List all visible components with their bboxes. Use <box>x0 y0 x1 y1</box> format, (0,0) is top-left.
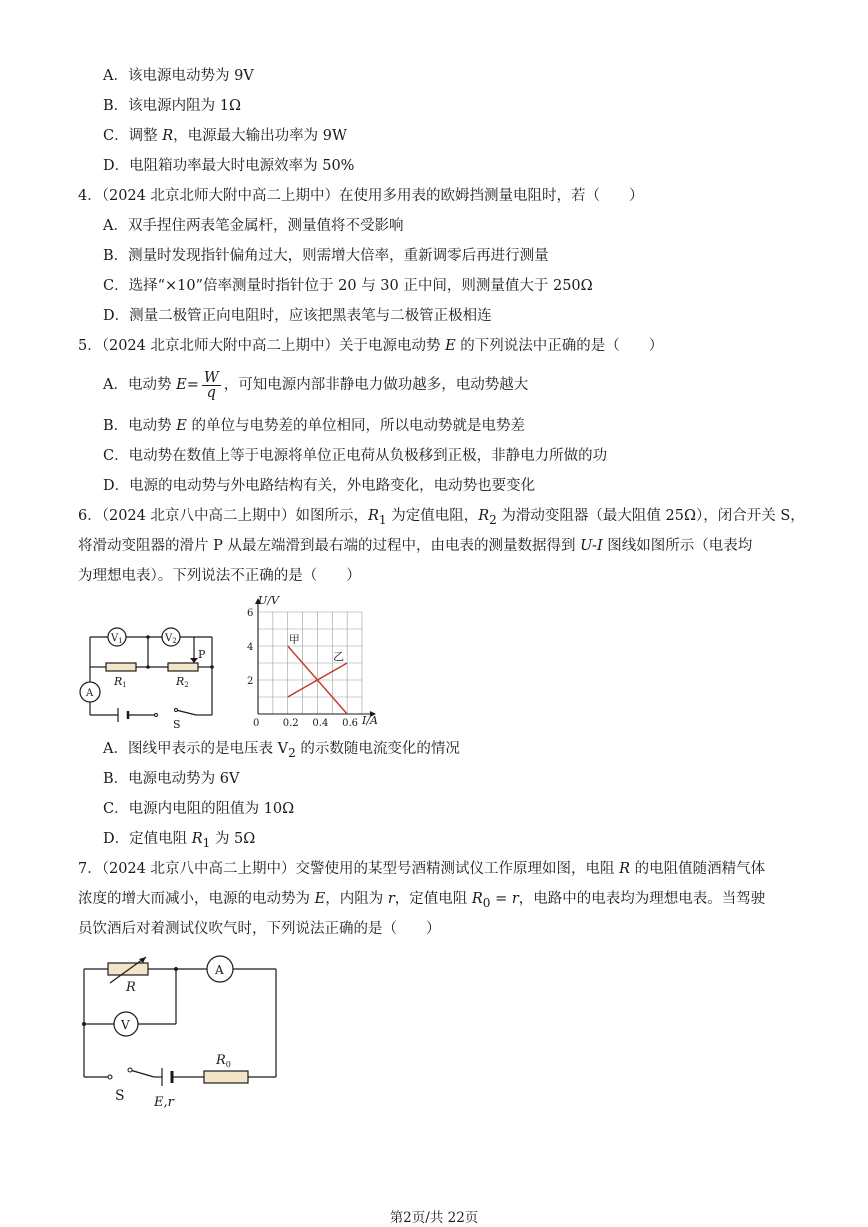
q7-ammeter-label: A <box>215 963 224 977</box>
q6-option-d: D．定值电阻 $R_1$ 为 5Ω <box>103 831 256 850</box>
q4-stem: 4．（2024 北京北师大附中高二上期中）在使用多用表的欧姆挡测量电阻时，若（ ） <box>78 188 644 204</box>
q7-source-label: E,r <box>154 1095 174 1110</box>
q4-option-b: B．测量时发现指针偏角过大，则需增大倍率，重新调零后再进行测量 <box>103 248 549 264</box>
q7-stem-line3: 员饮酒后对着测试仪吹气时，下列说法正确的是（ ） <box>78 921 441 937</box>
x-tick-label: 0.4 <box>312 718 329 729</box>
slider-p-label: P <box>198 648 206 661</box>
q6-option-c: C．电源内电阻的阻值为 10Ω <box>103 801 295 817</box>
r1-label: R1 <box>114 675 127 689</box>
formula-fraction: $\frac{W}{q}$ <box>203 369 219 401</box>
x-axis-label: I/A <box>362 714 378 727</box>
page-footer: 第2页/共 22页 <box>389 1210 479 1226</box>
line-yi-label: 乙 <box>333 650 345 663</box>
q5-stem: 5．（2024 北京北师大附中高二上期中）关于电源电动势 E 的下列说法中正确的是（ ） <box>78 338 664 354</box>
q6-stem-line2: 将滑动变阻器的滑片 P 从最左端滑到最右端的过程中，由电表的测量数据得到 U-I 图线如图所示（电表均 <box>78 538 753 554</box>
x-tick-label: 0 <box>253 718 260 729</box>
q3-option-d: D．电阻箱功率最大时电源效率为 50% <box>103 158 355 174</box>
q6-circuit-diagram <box>76 620 226 730</box>
q7-r0-label: $R_0$ <box>216 1053 231 1069</box>
x-tick-label: 0.6 <box>342 718 359 729</box>
x-tick-label: 0.2 <box>282 718 299 729</box>
ammeter-label: A <box>86 688 94 699</box>
q5-option-b: B．电动势 E 的单位与电势差的单位相同，所以电动势就是电势差 <box>103 418 525 434</box>
q6-ui-graph <box>238 594 388 734</box>
q7-stem-line1: 7．（2024 北京八中高二上期中）交警使用的某型号酒精测试仪工作原理如图，电阻 R 的电阻值随酒精气体 <box>78 861 766 877</box>
q7-circuit-diagram <box>70 952 290 1112</box>
y-tick-label: 2 <box>247 676 254 687</box>
q4-option-d: D．测量二极管正向电阻时，应该把黑表笔与二极管正极相连 <box>103 308 492 324</box>
q3-option-a: A．该电源电动势为 9V <box>103 68 254 84</box>
voltmeter-v2-label: $V_2$ <box>165 633 177 645</box>
y-tick-label: 4 <box>247 642 254 653</box>
q3-option-b: B．该电源内阻为 1Ω <box>103 98 242 114</box>
q6-option-a: A．图线甲表示的是电压表 $V_2$ 的示数随电流变化的情况 <box>103 741 460 760</box>
q6-stem-line3: 为理想电表）。下列说法不正确的是（ ） <box>78 568 361 584</box>
q6-stem-line1: 6．（2024 北京八中高二上期中）如图所示，$R_1$ 为定值电阻，$R_2$ 为滑动变阻器（最大阻值 25Ω），闭合开关 S， <box>78 508 805 527</box>
line-jia-label: 甲 <box>288 633 300 646</box>
q7-r-label: R <box>126 980 136 995</box>
q7-stem-line2: 浓度的增大而减小，电源的电动势为 E，内阻为 r，定值电阻 $R_0 = r$，电路中的电表均为理想电表。当驾驶 <box>78 891 766 910</box>
q4-option-a: A．双手捏住两表笔金属杆，测量值将不受影响 <box>103 218 404 234</box>
y-axis-label: U/V <box>258 594 279 607</box>
r2-label: R2 <box>176 675 189 689</box>
y-tick-label: 6 <box>247 608 254 619</box>
q7-voltmeter-label: V <box>121 1018 130 1032</box>
q6-option-b: B．电源电动势为 6V <box>103 771 240 787</box>
switch-s-label: S <box>173 718 181 731</box>
q3-option-c: C．调整 R，电源最大输出功率为 9W <box>103 128 347 144</box>
q5-option-c: C．电动势在数值上等于电源将单位正电荷从负极移到正极，非静电力所做的功 <box>103 448 608 464</box>
q5-option-d: D．电源的电动势与外电路结构有关，外电路变化，电动势也要变化 <box>103 478 536 494</box>
voltmeter-v1-label: $V_1$ <box>111 633 123 645</box>
q4-option-c: C．选择“×10”倍率测量时指针位于 20 与 30 正中间，则测量值大于 250Ω <box>103 278 593 294</box>
q5-option-a: A．电动势 E= $\frac{W}{q}$ ，可知电源内部非静电力做功越多，电动势越大 <box>103 369 529 401</box>
q7-switch-label: S <box>115 1088 125 1104</box>
